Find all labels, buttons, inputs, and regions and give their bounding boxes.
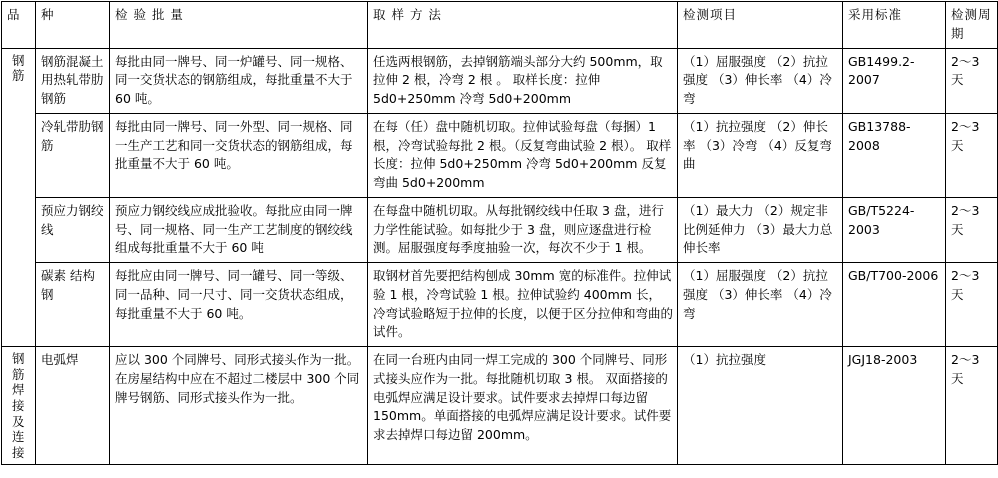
column-header-standard: 采用标准: [843, 2, 946, 49]
row-method: 在同一台班内由同一焊工完成的 300 个同牌号、同形式接头应作为一批。每批随机切取 3 根。 双面搭接的电弧焊应满足设计要求。试件要求去掉焊口每边留 150mm。单面搭接的电弧焊应满足设计要求。试件要求去掉焊口每边留 200mm。: [368, 347, 678, 465]
table-row: [2, 347, 998, 465]
table-header: [2, 2, 998, 49]
column-header-method: 取 样 方 法: [368, 2, 678, 49]
row-standard: GB/T5224-2003: [843, 197, 946, 262]
table-row: [2, 263, 998, 347]
column-header-name: 种: [36, 2, 110, 49]
group-label-steel-bar: 钢筋: [2, 48, 36, 347]
row-lot: 应以 300 个同牌号、同形式接头作为一批。在房屋结构中应在不超过二楼层中 300 个同牌号钢筋、同形式接头作为一批。: [110, 347, 368, 465]
table-row: [2, 48, 998, 113]
row-name: 预应力钢绞线: [36, 197, 110, 262]
row-method: 任选两根钢筋，去掉钢筋端头部分大约 500mm，取拉伸 2 根，冷弯 2 根 。 取样长度：拉伸 5d0+250mm 冷弯 5d0+200mm: [368, 48, 678, 113]
row-method: 在每（任）盘中随机切取。拉伸试验每盘（每捆）1 根，冷弯试验每批 2 根。（反复弯曲试验 2 根）。 取样长度：拉伸 5d0+250mm 冷弯 5d0+200mm 反复弯曲 5d0+200mm: [368, 113, 678, 197]
row-lot: 每批应由同一牌号、同一罐号、同一等级、同一品种、同一尺寸、同一交货状态组成，每批重量不大于 60 吨。: [110, 263, 368, 347]
document-page: [0, 1, 992, 478]
row-standard: JGJ18-2003: [843, 347, 946, 465]
row-name: 碳素 结构钢: [36, 263, 110, 347]
row-cycle: 2～3 天: [946, 113, 998, 197]
row-cycle: 2～3 天: [946, 197, 998, 262]
row-item: （1）屈服强度 （2）抗拉强度 （3）伸长率 （4）冷弯: [678, 263, 843, 347]
inspection-spec-table: [1, 1, 998, 465]
group-label-welding: 钢筋焊接及连接: [2, 347, 36, 465]
row-name: 钢筋混凝土用热轧带肋钢筋: [36, 48, 110, 113]
row-method: 在每盘中随机切取。从每批钢绞线中任取 3 盘，进行力学性能试验。如每批少于 3 盘，则应逐盘进行检测。屈服强度每季度抽验一次，每次不少于 1 根。: [368, 197, 678, 262]
table-row: [2, 197, 998, 262]
row-name: 电弧焊: [36, 347, 110, 465]
column-header-lot: 检 验 批 量: [110, 2, 368, 49]
row-method: 取钢材首先要把结构刨成 30mm 宽的标准件。拉伸试验 1 根，冷弯试验 1 根。拉伸试验约 400mm 长，冷弯试验略短于拉伸的长度，以便于区分拉伸和弯曲的试件。: [368, 263, 678, 347]
row-item: （1）最大力 （2）规定非比例延伸力 （3）最大力总伸长率: [678, 197, 843, 262]
row-cycle: 2～3 天: [946, 347, 998, 465]
table-header-row: [2, 2, 998, 49]
row-standard: GB1499.2-2007: [843, 48, 946, 113]
row-lot: 每批由同一牌号、同一炉罐号、同一规格、同一交货状态的钢筋组成，每批重量不大于 60 吨。: [110, 48, 368, 113]
row-item: （1）抗拉强度 （2）伸长率 （3）冷弯 （4）反复弯曲: [678, 113, 843, 197]
table-row: [2, 113, 998, 197]
row-lot: 预应力钢绞线应成批验收。每批应由同一牌号、同一规格、同一生产工艺制度的钢绞线组成每批重量不大于 60 吨: [110, 197, 368, 262]
row-standard: GB/T700-2006: [843, 263, 946, 347]
row-item: （1）屈服强度 （2）抗拉强度 （3）伸长率 （4）冷弯: [678, 48, 843, 113]
row-lot: 每批由同一牌号、同一外型、同一规格、同一生产工艺和同一交货状态的钢筋组成，每批重量不大于 60 吨。: [110, 113, 368, 197]
row-item: （1）抗拉强度: [678, 347, 843, 465]
row-name: 冷轧带肋钢筋: [36, 113, 110, 197]
row-cycle: 2～3 天: [946, 48, 998, 113]
table-body: [2, 48, 998, 465]
row-cycle: 2～3 天: [946, 263, 998, 347]
column-header-cycle: 检测周期: [946, 2, 998, 49]
column-header-category: 品: [2, 2, 36, 49]
column-header-item: 检测项目: [678, 2, 843, 49]
row-standard: GB13788-2008: [843, 113, 946, 197]
